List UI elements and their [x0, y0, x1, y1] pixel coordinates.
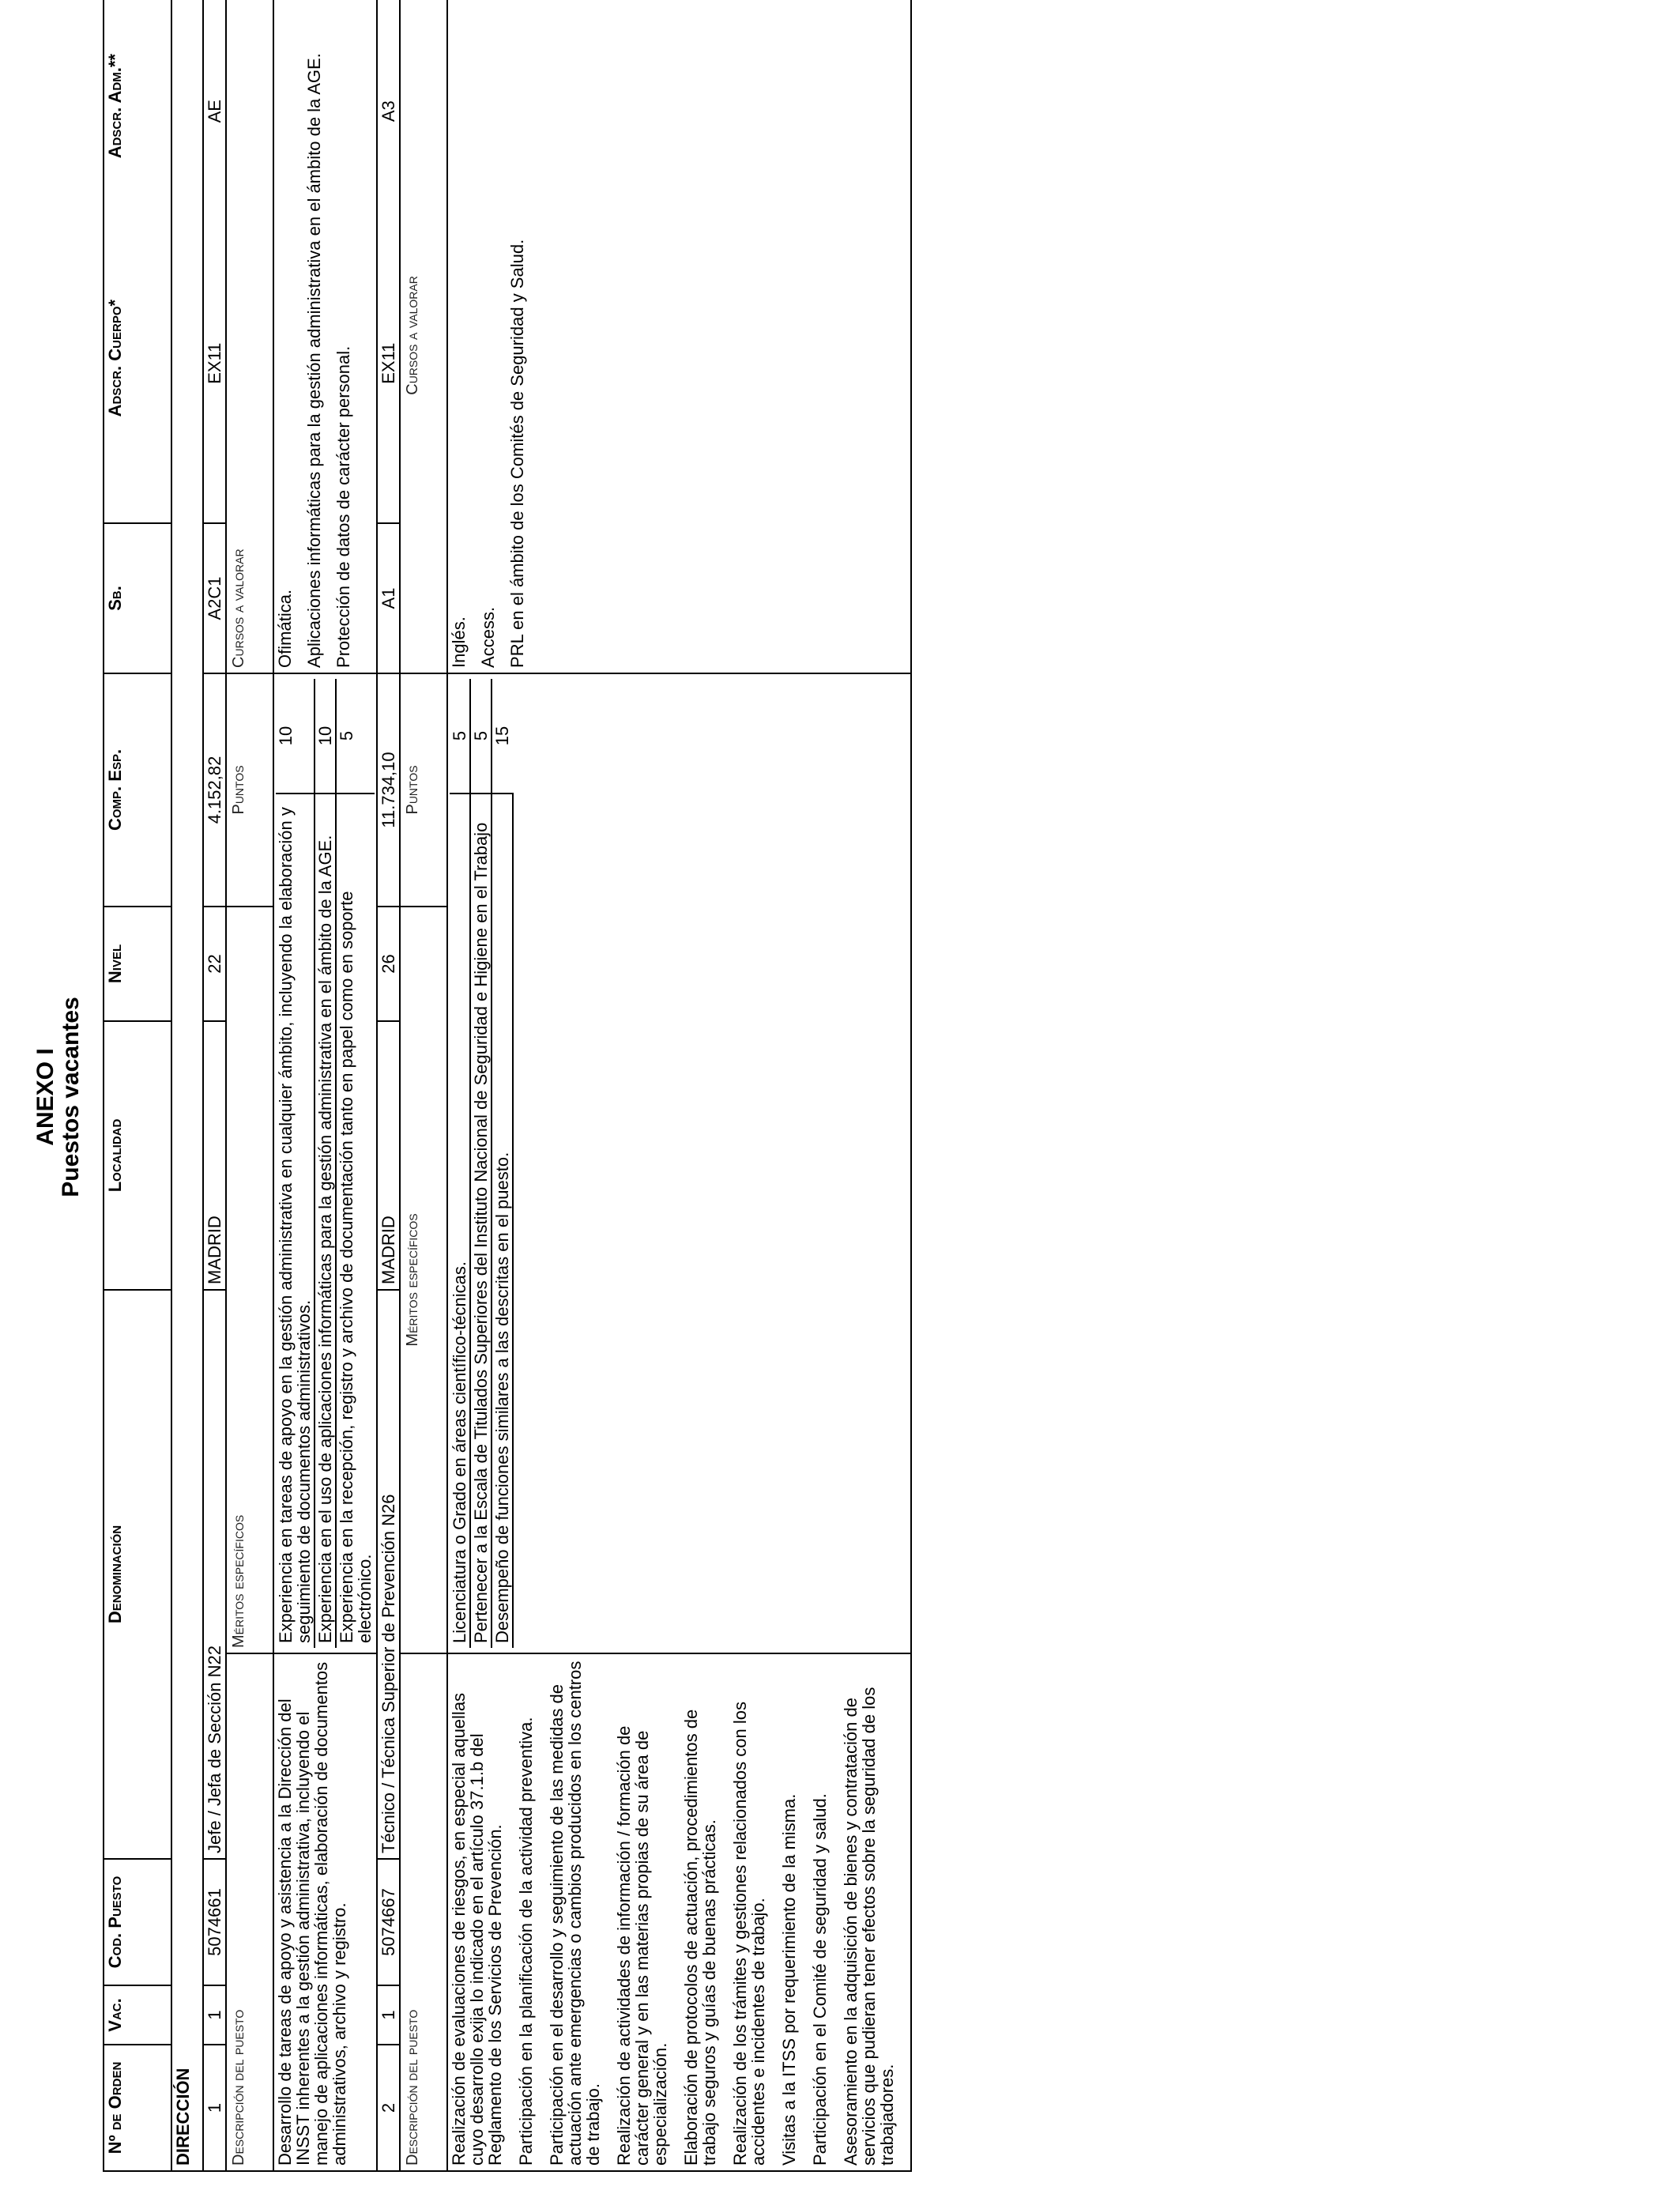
descripcion-cell	[273, 1653, 377, 2171]
vac-value: 1	[377, 1985, 400, 2045]
descripcion-label: Descripción del puesto	[404, 2009, 421, 2166]
cod-value: 5074667	[377, 1859, 400, 1985]
sb-value: A1	[377, 523, 400, 673]
merito-text: Licenciatura o Grado en áreas científico-técnicas.	[450, 794, 470, 1648]
adm-value: A3	[379, 100, 398, 123]
descripcion-cell	[447, 1653, 911, 2171]
col-adm: Adscr. Adm.**	[105, 54, 125, 159]
col-vac: Vac.	[104, 1985, 171, 2045]
denominacion-value: Jefe / Jefa de Sección N22	[203, 1290, 226, 1859]
col-comp-esp: Comp. Esp.	[104, 673, 171, 907]
descripcion-text: Desarrollo de tareas de apoyo y asistencia a la Dirección del INSST inherentes a la gestión administrativa, incluyendo el manejo de aplicaciones informáticas, elaboración de documentos administrativos, archivo y registro.	[275, 1661, 349, 2166]
merito-puntos: 5	[470, 679, 492, 794]
header-row	[104, 0, 171, 2171]
meritos-cell	[447, 673, 911, 1653]
document-subtitle: Puestos vacantes	[58, 997, 84, 1197]
localidad-value: MADRID	[377, 1021, 400, 1290]
descripcion-text: Realización de los trámites y gestiones relacionados con los accidentes e incidentes de trabajo.	[730, 1702, 768, 2166]
descripcion-text: Participación en el Comité de seguridad y salud.	[810, 1793, 830, 2166]
cursos-label: Cursos a valorar	[230, 548, 247, 668]
orden-value: 1	[203, 2045, 226, 2171]
col-cuerpo: Adscr. Cuerpo*	[105, 299, 125, 417]
merito-puntos: 10	[315, 679, 336, 794]
cuerpo-value: EX11	[205, 342, 224, 384]
adm-value: AE	[205, 100, 224, 123]
localidad-value: MADRID	[203, 1021, 226, 1290]
vac-value: 1	[203, 1985, 226, 2045]
nivel-value: 22	[203, 907, 226, 1021]
merito-text: Experiencia en el uso de aplicaciones informáticas para la gestión administrativa en el ámbito de la AGE.	[315, 794, 336, 1648]
cuerpo-value: EX11	[379, 342, 398, 384]
merito-text: Pertenecer a la Escala de Titulados Superiores del Instituto Nacional de Seguridad e Higiene en el Trabajo	[470, 794, 492, 1648]
comp-value: 11.734,10	[377, 673, 400, 907]
cursos-label: Cursos a valorar	[404, 276, 421, 395]
sb-value: A2C1	[203, 523, 226, 673]
merito-text: Desempeño de funciones similares a las descritas en el puesto.	[492, 794, 513, 1648]
orden-value: 2	[377, 2045, 400, 2171]
curso-item: Ofimática.	[275, 589, 295, 668]
label-row	[400, 0, 447, 2171]
meritos-cell	[273, 673, 377, 1653]
col-nivel: Nivel	[104, 907, 171, 1021]
vacancies-table	[103, 0, 912, 2172]
puntos-label: Puntos	[404, 765, 421, 815]
descripcion-text: Realización de actividades de información / formación de carácter general y en las materias propias de su área de especialización.	[614, 1725, 670, 2166]
col-cuerpo-adm	[104, 0, 171, 523]
cursos-cell	[447, 0, 911, 673]
merito-text: Experiencia en tareas de apoyo en la gestión administrativa en cualquier ámbito, incluyendo la elaboración y seguimiento de documentos administrativos.	[276, 794, 315, 1648]
descripcion-text: Asesoramiento en la adquisición de bienes y contratación de servicios que pudieran tener efectos sobre la seguridad de los trabajadores.	[841, 1687, 897, 2166]
nivel-value: 26	[377, 907, 400, 1021]
descripcion-label: Descripción del puesto	[230, 2009, 247, 2166]
cod-value: 5074661	[203, 1859, 226, 1985]
curso-item: Access.	[478, 606, 498, 668]
curso-item: Protección de datos de carácter personal.	[333, 345, 353, 668]
curso-item: Inglés.	[449, 616, 469, 668]
meritos-label: Méritos específicos	[404, 1213, 421, 1347]
descripcion-text: Participación en el desarrollo y seguimiento de las medidas de actuación ante emergencias o cambios producidos en los centros de trabajo.	[547, 1661, 603, 2166]
section-row	[171, 0, 203, 2171]
cuerpo-adm-value	[377, 0, 400, 523]
document-title: ANEXO I	[32, 1048, 58, 1146]
descripcion-text: Realización de evaluaciones de riesgos, en especial aquellas cuyo desarrollo exija lo indicado en el artículo 37.1.b del Reglamento de los Servicios de Prevención.	[449, 1692, 505, 2166]
col-sb: Sb.	[104, 523, 171, 673]
merito-text: Experiencia en la recepción, registro y archivo de documentación tanto en papel como en soporte electrónico.	[337, 891, 375, 1643]
denominacion-value: Técnico / Técnica Superior de Prevención N26	[377, 1290, 400, 1859]
position-row	[377, 0, 400, 2171]
label-row	[226, 0, 273, 2171]
col-cod: Cod. Puesto	[104, 1859, 171, 1985]
descripcion-text: Visitas a la ITSS por requerimiento de la misma.	[779, 1793, 799, 2166]
merito-puntos: 10	[276, 679, 315, 794]
details-row	[273, 0, 377, 2171]
descripcion-text: Elaboración de protocolos de actuación, procedimientos de trabajo seguros y guías de buenas prácticas.	[681, 1709, 719, 2166]
meritos-label: Méritos específicos	[230, 1514, 247, 1648]
position-row	[203, 0, 226, 2171]
cuerpo-adm-value	[203, 0, 226, 523]
descripcion-text: Participación en la planificación de la actividad preventiva.	[516, 1717, 536, 2166]
col-orden: Nº de Orden	[104, 2045, 171, 2171]
merito-puntos: 15	[492, 679, 513, 794]
puntos-label: Puntos	[230, 765, 247, 815]
col-denominacion: Denominación	[104, 1290, 171, 1859]
col-localidad: Localidad	[104, 1021, 171, 1290]
curso-item: PRL en el ámbito de los Comités de Seguridad y Salud.	[507, 239, 527, 668]
curso-item: Aplicaciones informáticas para la gestión administrativa en el ámbito de la AGE.	[304, 53, 324, 668]
cursos-cell	[273, 0, 377, 673]
details-row	[447, 0, 911, 2171]
section-title: DIRECCIÓN	[171, 0, 203, 2171]
comp-value: 4.152,82	[203, 673, 226, 907]
merito-puntos: 5	[336, 679, 375, 794]
merito-puntos: 5	[450, 679, 470, 794]
